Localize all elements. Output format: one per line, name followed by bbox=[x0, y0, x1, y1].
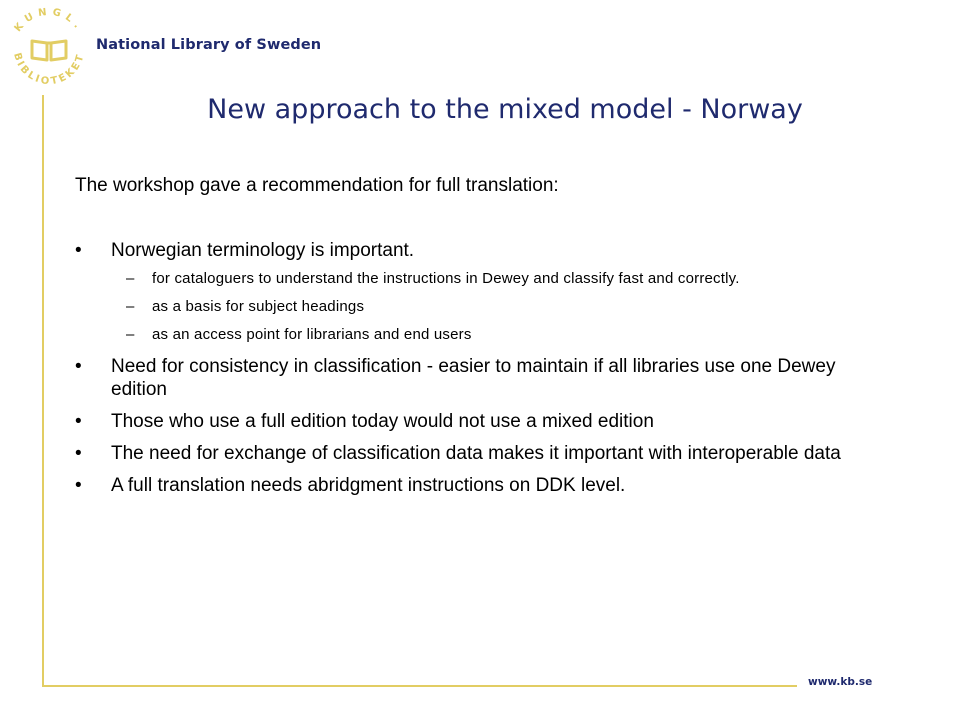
bullet-item: • The need for exchange of classification data makes it important with interoperable data bbox=[75, 442, 875, 465]
svg-text:KUNGL.: KUNGL. bbox=[12, 6, 86, 35]
sub-bullet-item: – for cataloguers to understand the instructions in Dewey and classify fast and correctly. bbox=[75, 268, 875, 290]
intro-text: The workshop gave a recommendation for full translation: bbox=[75, 175, 559, 196]
bullet-list bbox=[75, 239, 875, 497]
bullet-item: • Norwegian terminology is important. bbox=[75, 239, 875, 262]
slide-title: New approach to the mixed model - Norway bbox=[207, 94, 803, 125]
open-book-icon bbox=[32, 41, 66, 60]
sub-bullet-item: – as a basis for subject headings bbox=[75, 296, 875, 318]
svg-text:BIBLIOTEKET: BIBLIOTEKET bbox=[11, 51, 87, 88]
bullet-item: • A full translation needs abridgment instructions on DDK level. bbox=[75, 474, 875, 497]
bullet-item: • Need for consistency in classification - easier to maintain if all libraries use one Dewey edition bbox=[75, 355, 875, 401]
bottom-rule bbox=[42, 685, 797, 687]
left-rule bbox=[42, 95, 44, 687]
kb-logo bbox=[6, 6, 92, 92]
sub-bullet-item: – as an access point for librarians and end users bbox=[75, 324, 875, 346]
organization-name: National Library of Sweden bbox=[96, 37, 322, 53]
bullet-item: • Those who use a full edition today would not use a mixed edition bbox=[75, 410, 875, 433]
website-url[interactable]: www.kb.se bbox=[808, 676, 873, 688]
